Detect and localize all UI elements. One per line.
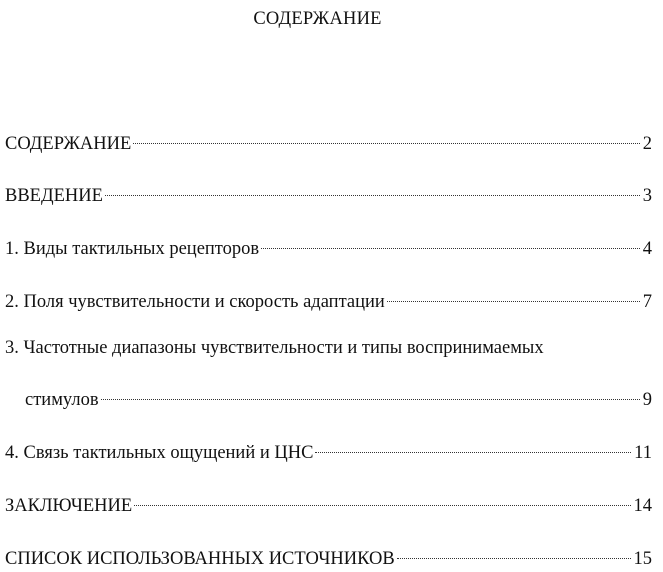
dot-leader xyxy=(387,283,640,307)
toc-entry-page: 4 xyxy=(642,239,652,259)
toc-entry-label-line1[interactable]: 3. Частотные диапазоны чувствительности и типы воспринимаемых xyxy=(5,338,544,358)
dot-leader xyxy=(397,540,631,564)
toc-entry-page: 3 xyxy=(642,186,652,206)
dot-leader xyxy=(261,230,640,254)
toc-entry[interactable] xyxy=(5,283,652,312)
dot-leader xyxy=(105,177,640,201)
toc-entry-label: ВВЕДЕНИЕ xyxy=(5,186,103,206)
toc-entry-label: СПИСОК ИСПОЛЬЗОВАННЫХ ИСТОЧНИКОВ xyxy=(5,549,395,569)
toc-entry-label: стимулов xyxy=(25,390,99,410)
toc-entry[interactable] xyxy=(5,230,652,259)
dot-leader xyxy=(315,434,631,458)
toc-entry-label: 1. Виды тактильных рецепторов xyxy=(5,239,260,259)
toc-entry[interactable] xyxy=(5,487,652,516)
toc-entry[interactable] xyxy=(5,540,652,569)
toc-entry-page: 7 xyxy=(642,292,652,312)
toc-entry[interactable] xyxy=(5,177,652,206)
toc-entry-label: 2. Поля чувствительности и скорость адаптации xyxy=(5,292,385,312)
toc-entry-label: СОДЕРЖАНИЕ xyxy=(5,134,132,154)
dot-leader xyxy=(101,381,640,405)
toc-entry[interactable] xyxy=(25,381,652,410)
dot-leader xyxy=(134,487,630,511)
toc-entry-page: 2 xyxy=(642,134,652,154)
toc-entry-label: ЗАКЛЮЧЕНИЕ xyxy=(5,496,133,516)
page-title: СОДЕРЖАНИЕ xyxy=(253,9,382,29)
toc-entry-page: 11 xyxy=(634,443,652,463)
toc-entry-page: 15 xyxy=(633,549,652,569)
toc-entry[interactable] xyxy=(5,434,652,463)
toc-entry[interactable] xyxy=(5,125,652,154)
toc-entry-label: 4. Связь тактильных ощущений и ЦНС xyxy=(5,443,314,463)
toc-entry-page: 9 xyxy=(642,390,652,410)
toc-entry-page: 14 xyxy=(633,496,652,516)
dot-leader xyxy=(133,125,639,149)
